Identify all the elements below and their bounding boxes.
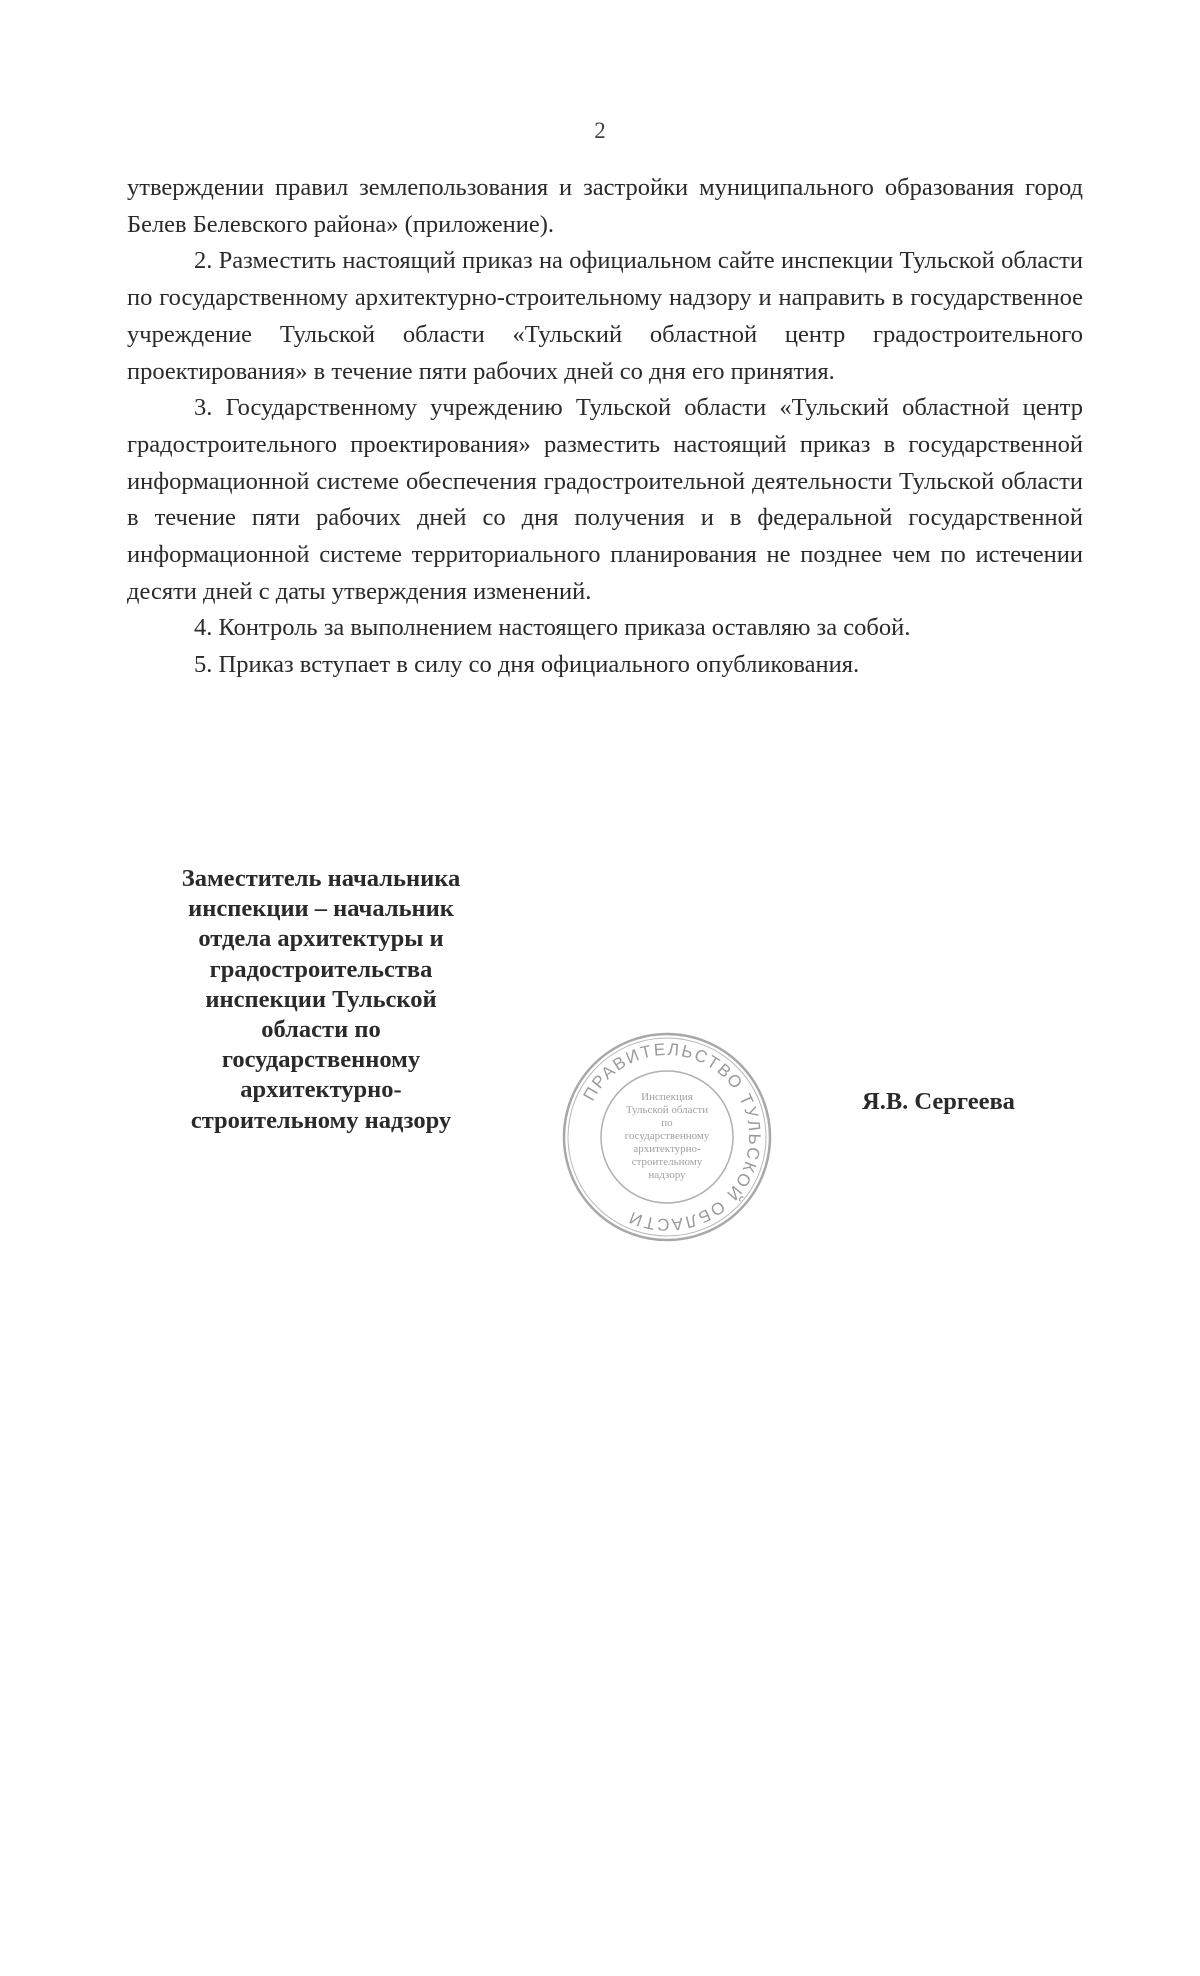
- signatory-position-line: архитектурно-: [240, 1076, 402, 1104]
- seal-inner-text: [625, 1091, 710, 1181]
- paragraph-item-5: 5. Приказ вступает в силу со дня официального опубликования.: [194, 651, 860, 679]
- signatory-position-line: области по: [261, 1016, 381, 1044]
- seal-inner-line: строительному: [631, 1156, 703, 1168]
- signatory-position-line: инспекции Тульской: [205, 985, 437, 1013]
- seal-inner-line: государственному: [624, 1130, 710, 1142]
- page-number: 2: [594, 118, 606, 143]
- official-seal-graphic: [560, 1030, 774, 1244]
- signatory-position-line: строительному надзору: [190, 1106, 452, 1134]
- paragraph-item-2: 2. Разместить настоящий приказ на официальном сайте инспекции Тульской области по государственному архитектурно-строительному надзору и направить в государственное учреждение Тульской области «Тульский областной центр градостроительного проектирования» в течение пяти рабочих дней со дня его принятия.: [127, 247, 1083, 385]
- seal-inner-line: Тульской области: [625, 1104, 709, 1116]
- seal-outer-text-path: ПРАВИТЕЛЬСТВО ТУЛЬСКОЙ ОБЛАСТИ: [579, 1039, 765, 1235]
- seal-inner-line: по: [661, 1117, 673, 1129]
- seal-inner-line: Инспекция: [641, 1091, 693, 1103]
- document-body: [127, 170, 1083, 684]
- signatory-position-line: инспекции – начальник: [188, 895, 454, 923]
- paragraph-continuation: утверждении правил землепользования и застройки муниципального образования город Белев Белевского района» (приложение).: [127, 174, 1083, 238]
- paragraph-item-4: 4. Контроль за выполнением настоящего приказа оставляю за собой.: [194, 614, 911, 642]
- signatory-position-line: градостроительства: [209, 955, 433, 983]
- signatory-position-line: отдела архитектуры и: [198, 925, 444, 953]
- official-seal: [560, 1030, 774, 1244]
- signatory-position-line: Заместитель начальника: [181, 865, 461, 892]
- seal-inner-line: архитектурно-: [633, 1143, 701, 1155]
- seal-inner-line: надзору: [648, 1169, 686, 1181]
- paragraph-item-3: 3. Государственному учреждению Тульской области «Тульский областной центр градостроительного проектирования» разместить настоящий приказ в государственной информационной системе обеспечения градостроительной деятельности Тульской области в течение пяти рабочих дней со дня получения и в федеральной государственной информационной системе территориального планирования не позднее чем по истечении десяти дней с даты утверждения изменений.: [127, 394, 1083, 605]
- signatory-position-line: государственному: [221, 1046, 421, 1074]
- signatory-position: [152, 864, 490, 1136]
- signatory-name: Я.В. Сергеева: [862, 1088, 1015, 1115]
